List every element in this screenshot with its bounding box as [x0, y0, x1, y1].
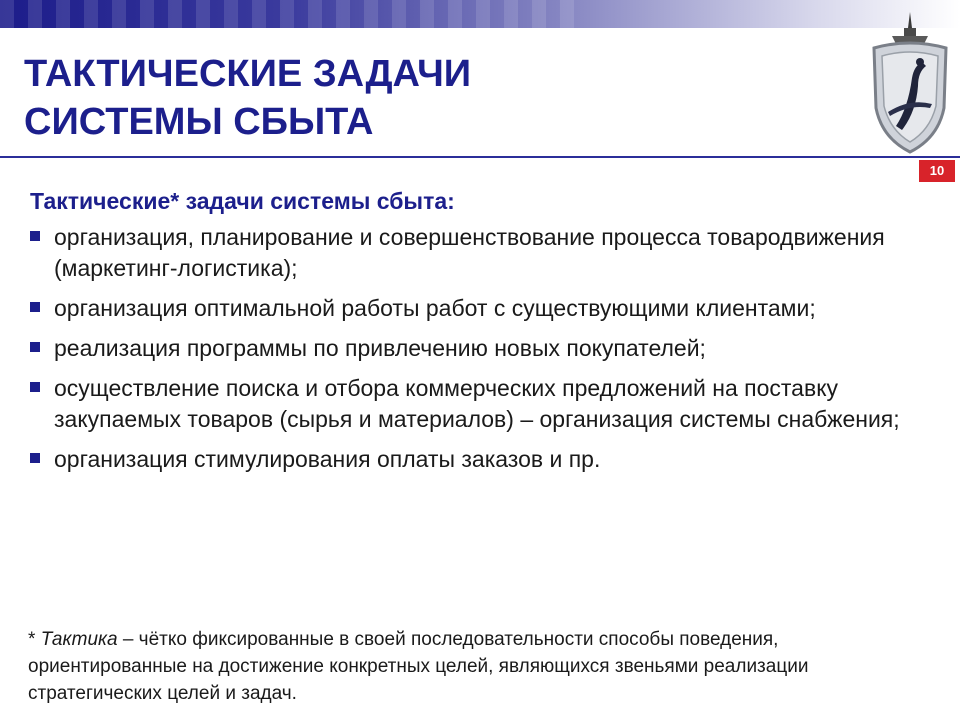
- footnote: [28, 626, 908, 707]
- list-item: [30, 293, 930, 324]
- footnote-text: – чётко фиксированные в своей последовательности способы поведения, ориентированные на достижение конкретных целей, являющихся звеньями реализации стратегических целей и задач.: [28, 629, 809, 704]
- university-shield-logo: [866, 8, 954, 156]
- list-item-text: организация оптимальной работы работ с существующими клиентами;: [54, 295, 816, 321]
- list-item: [30, 333, 930, 364]
- square-bullet-icon: [30, 342, 40, 352]
- task-list: [30, 222, 930, 475]
- slide-title-line-2: СИСТЕМЫ СБЫТА: [24, 101, 374, 143]
- square-bullet-icon: [30, 231, 40, 241]
- slide-title: [24, 50, 844, 146]
- content-subtitle: Тактические* задачи системы сбыта:: [30, 188, 455, 214]
- top-gradient-strip: [0, 0, 960, 28]
- slide-title-line-1: ТАКТИЧЕСКИЕ ЗАДАЧИ: [24, 53, 472, 95]
- footnote-term: Тактика: [40, 629, 118, 650]
- list-item-text: реализация программы по привлечению новых покупателей;: [54, 335, 706, 361]
- list-item-text: организация стимулирования оплаты заказов и пр.: [54, 446, 601, 472]
- list-item-text: осуществление поиска и отбора коммерческих предложений на поставку закупаемых товаров (сырья и материалов) – организация системы снабжения;: [54, 375, 900, 432]
- list-item: [30, 373, 930, 435]
- list-item-text: организация, планирование и совершенствование процесса товародвижения (маркетинг-логистика);: [54, 224, 885, 281]
- page-number-badge: 10: [919, 160, 955, 182]
- title-divider: [0, 156, 960, 158]
- square-bullet-icon: [30, 453, 40, 463]
- list-item: [30, 222, 930, 284]
- slide-content: [30, 186, 930, 484]
- footnote-prefix: *: [28, 629, 41, 650]
- square-bullet-icon: [30, 302, 40, 312]
- list-item: [30, 444, 930, 475]
- square-bullet-icon: [30, 382, 40, 392]
